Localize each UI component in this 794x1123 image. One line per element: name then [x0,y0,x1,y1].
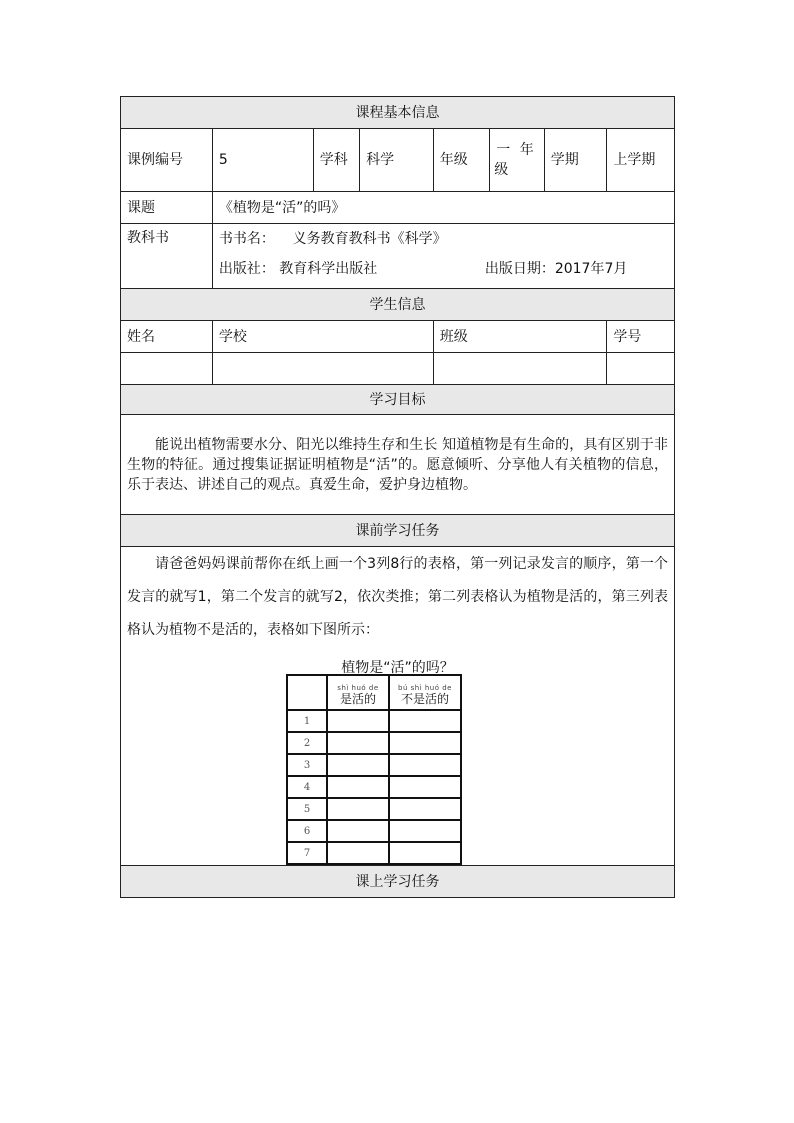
student-school-field[interactable] [212,353,433,385]
row-number: 5 [287,798,327,820]
cell-alive [327,754,389,776]
section-header-basic-info: 课程基本信息 [121,97,675,129]
grade-value-part1: 一 [496,142,511,158]
figure-row [287,776,461,798]
figure-row [287,842,461,864]
cell-not-alive [389,710,461,732]
figure-row [287,820,461,842]
figure-title: 植物是“活”的吗？ [341,660,454,676]
pre-class-task-text: 请爸爸妈妈课前帮你在纸上画一个3列8行的表格，第一列记录发言的顺序，第一个发言的就写1，第二个发言的就写2，依次类推；第二列表格认为植物是活的，第三列表格认为植物不是活的，表格如下图所示： [127,556,668,638]
student-school-label: 学校 [212,321,433,353]
figure-col-alive [327,675,389,710]
cell-not-alive [389,798,461,820]
order-record-figure [286,674,462,865]
student-name-field[interactable] [121,353,213,385]
figure-row [287,798,461,820]
subject-label: 学科 [313,129,359,192]
cell-not-alive [389,842,461,864]
subject-value: 科学 [360,129,434,192]
case-number-value: 5 [212,129,313,192]
row-number: 7 [287,842,327,864]
grade-label: 年级 [433,129,490,192]
textbook-publisher-row [219,254,668,284]
textbook-info [212,224,674,289]
section-header-in-class-task: 课上学习任务 [121,866,675,898]
grade-value-part3: 级 [494,162,509,178]
figure-row [287,732,461,754]
cell-alive [327,842,389,864]
cell-alive [327,798,389,820]
figure-row [287,754,461,776]
figure-corner-cell [287,675,327,710]
grade-value-part2: 年 [519,142,534,158]
cell-not-alive [389,754,461,776]
textbook-publisher: 出版社： 教育科学出版社 [218,261,378,277]
section-header-learning-goals: 学习目标 [121,385,675,415]
cell-not-alive [389,820,461,842]
col-not-alive-pinyin: bú shì huó de [398,684,452,692]
topic-label: 课题 [121,192,213,224]
row-number: 6 [287,820,327,842]
grade-value [490,129,544,192]
section-header-pre-class-task: 课前学习任务 [121,515,675,547]
topic-value: 《植物是“活”的吗》 [212,192,674,224]
student-id-field[interactable] [607,353,675,385]
col-alive-pinyin: shì huó de [337,684,379,692]
row-number: 4 [287,776,327,798]
student-id-label: 学号 [607,321,675,353]
section-header-student-info: 学生信息 [121,289,675,321]
term-value: 上学期 [607,129,675,192]
student-class-label: 班级 [433,321,607,353]
cell-alive [327,710,389,732]
textbook-label: 教科书 [121,224,213,289]
case-number-label: 课例编号 [121,129,213,192]
order-record-table [286,674,462,865]
learning-goals-text: 能说出植物需要水分、阳光以维持生存和生长 知道植物是有生命的，具有区别于非生物的特征。通过搜集证据证明植物是“活”的。愿意倾听、分享他人有关植物的信息，乐于表达、讲述自己的观点。真爱生命，爱护身边植物。 [121,415,675,515]
term-label: 学期 [544,129,607,192]
figure-col-not-alive [389,675,461,710]
cell-alive [327,820,389,842]
col-not-alive-label: 不是活的 [400,692,449,706]
cell-alive [327,732,389,754]
figure-header-row [287,675,461,710]
row-number: 2 [287,732,327,754]
col-alive-label: 是活的 [339,692,376,706]
textbook-name: 书书名： 义务教育教科书《科学》 [218,231,447,247]
cell-not-alive [389,776,461,798]
textbook-publish-date: 出版日期：2017年7月 [484,261,628,277]
row-number: 3 [287,754,327,776]
row-number: 1 [287,710,327,732]
student-class-field[interactable] [433,353,607,385]
student-name-label: 姓名 [121,321,213,353]
cell-alive [327,776,389,798]
cell-not-alive [389,732,461,754]
figure-row [287,710,461,732]
